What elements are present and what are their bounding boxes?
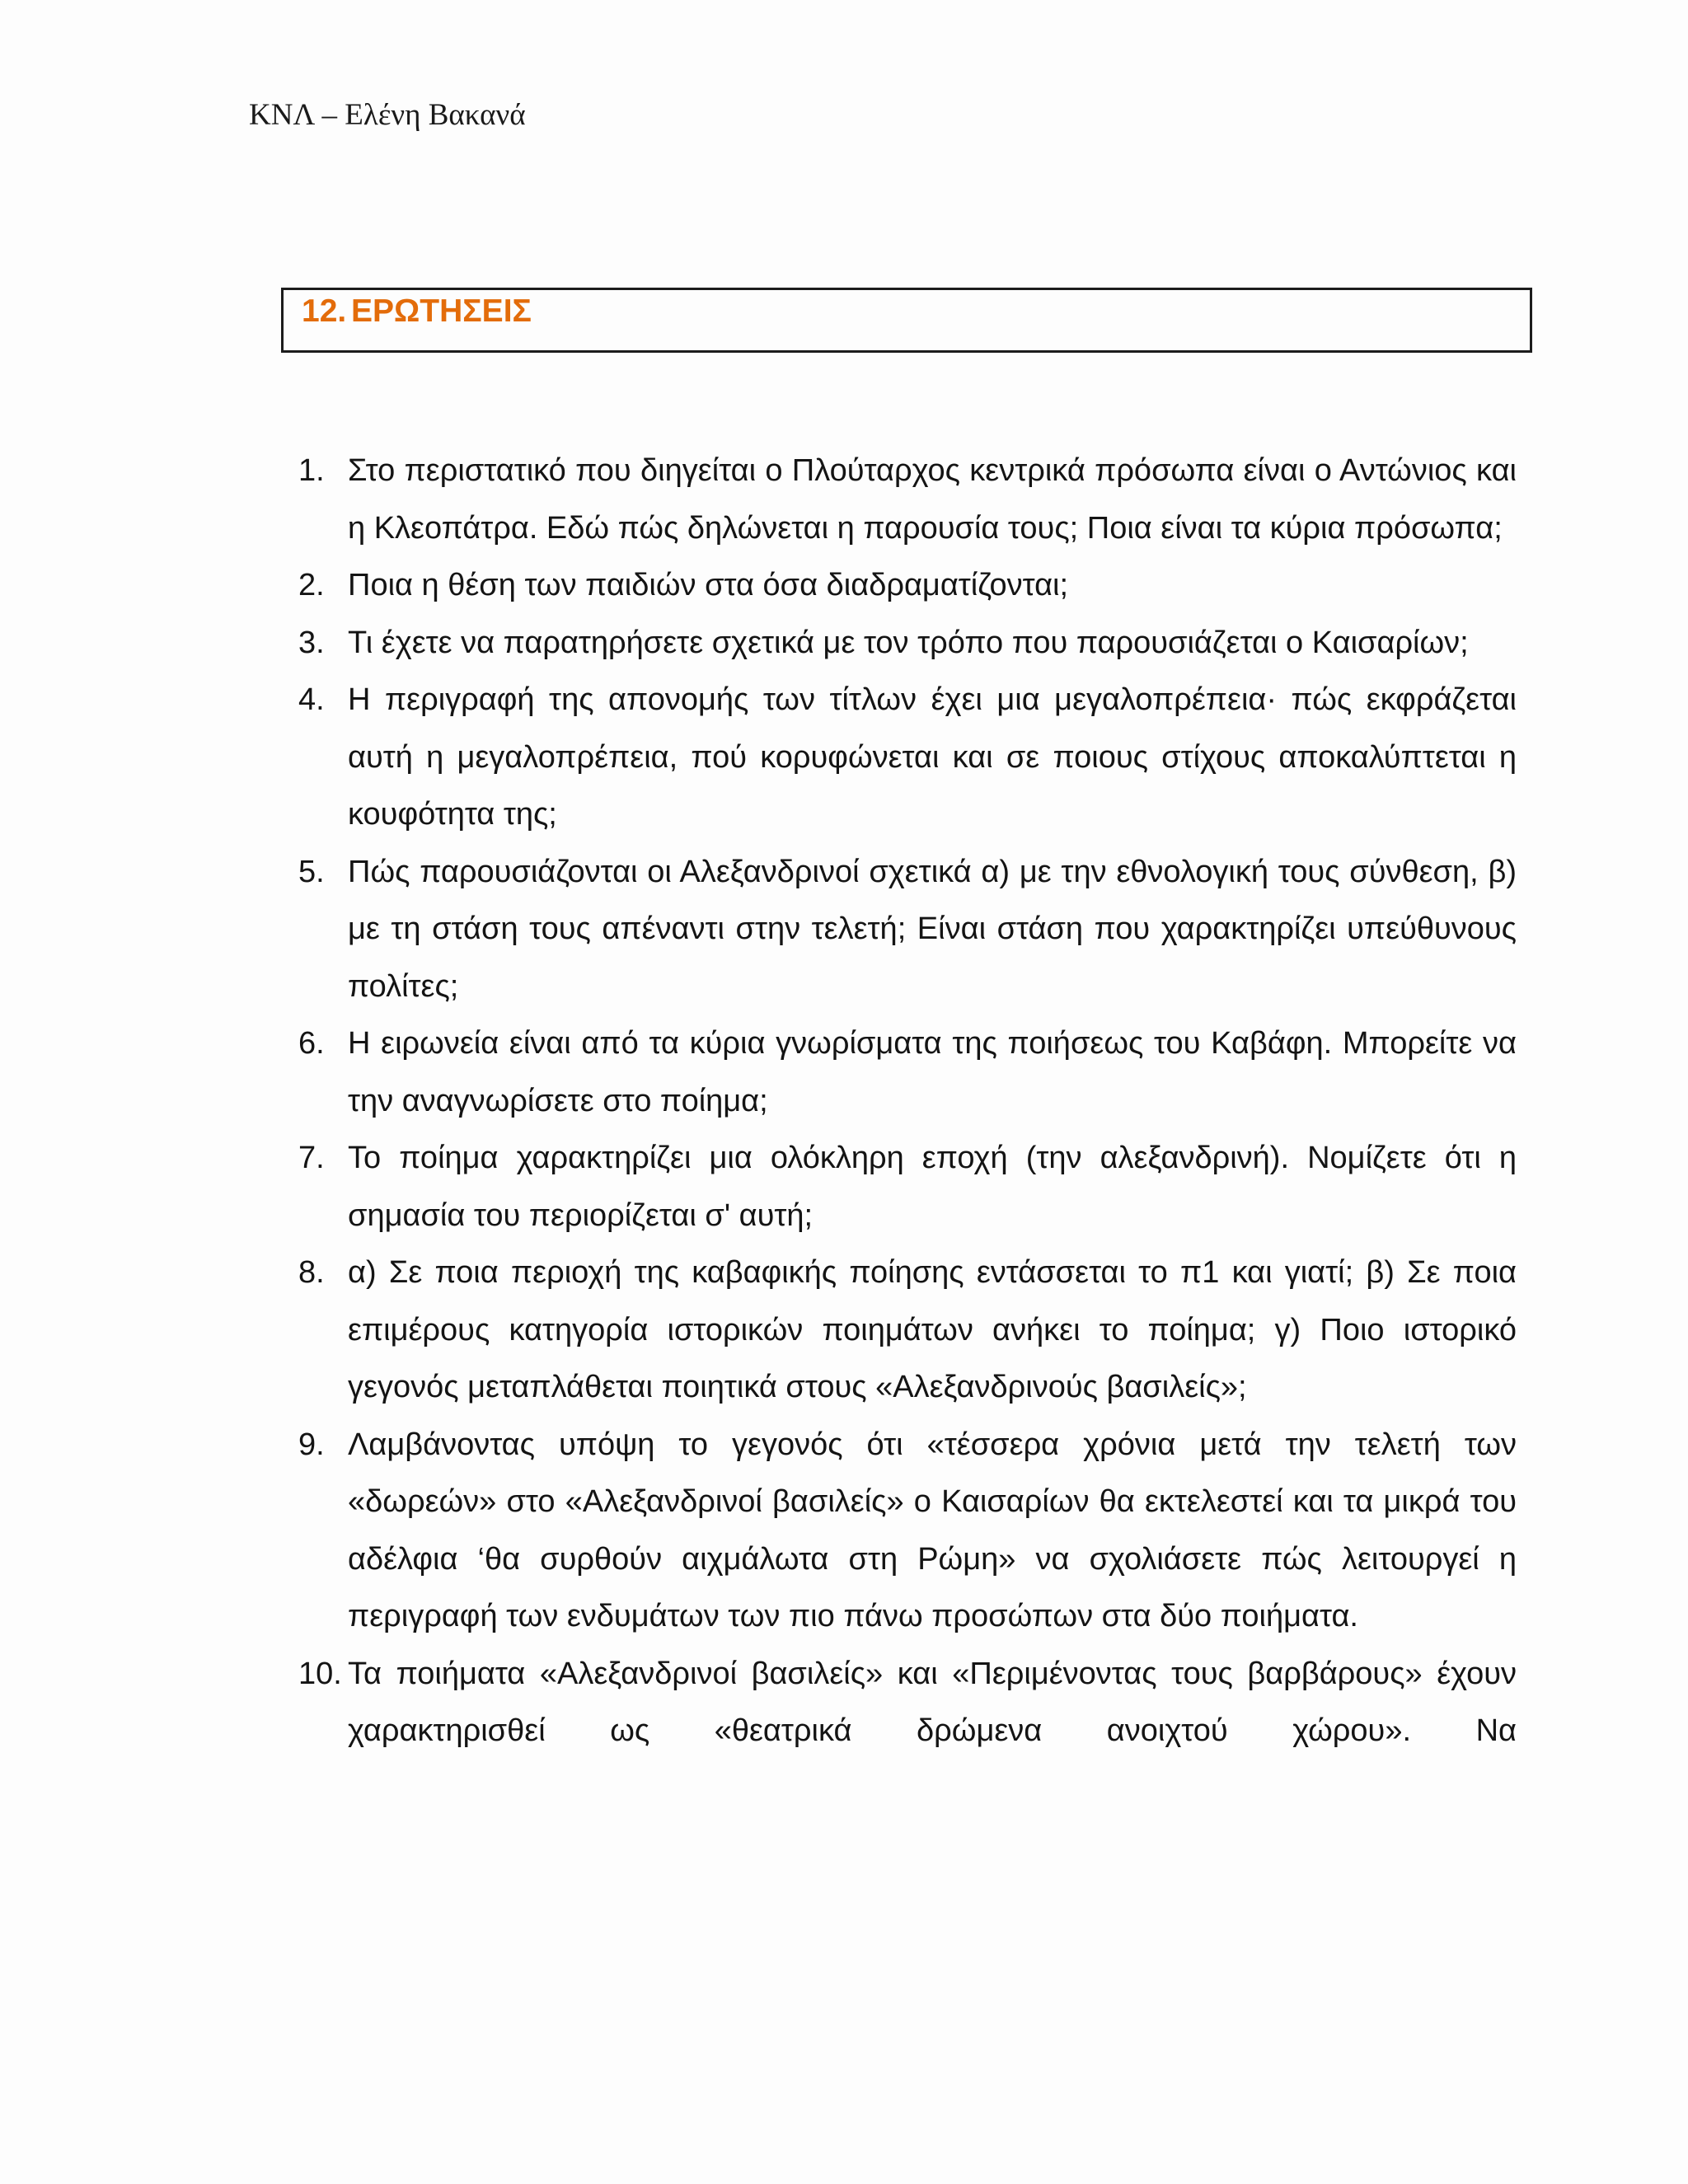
section-title-text: ΕΡΩΤΗΣΕΙΣ bbox=[351, 293, 532, 329]
question-item bbox=[298, 1130, 1517, 1244]
question-item bbox=[298, 1244, 1517, 1417]
question-text: Πώς παρουσιάζονται οι Αλεξανδρινοί σχετικά α) με την εθνολογική τους σύνθεση, β) με τη στάση τους απέναντι στην τελετή; Είναι στάση που χαρακτηρίζει υπεύθυνους πολίτες; bbox=[348, 854, 1517, 1004]
question-text: α) Σε ποια περιοχή της καβαφικής ποίησης εντάσσεται το π1 και γιατί; β) Σε ποια επιμέρους κατηγορία ιστορικών ποιημάτων ανήκει το ποίημα; γ) Ποιο ιστορικό γεγονός μεταπλάθεται ποιητικά στους «Αλεξανδρινούς βασιλείς»; bbox=[348, 1255, 1517, 1404]
question-number: 9. bbox=[298, 1427, 325, 1462]
question-item bbox=[298, 1417, 1517, 1646]
question-text: Η ειρωνεία είναι από τα κύρια γνωρίσματα της ποιήσεως του Καβάφη. Μπορείτε να την αναγνωρίσετε στο ποίημα; bbox=[348, 1026, 1517, 1118]
question-number: 7. bbox=[298, 1141, 325, 1175]
question-number: 1. bbox=[298, 453, 325, 488]
question-item bbox=[298, 557, 1517, 615]
question-number: 4. bbox=[298, 682, 325, 717]
section-number: 12. bbox=[302, 293, 347, 329]
question-text: Στο περιστατικό που διηγείται ο Πλούταρχος κεντρικά πρόσωπα είναι ο Αντώνιος και η Κλεοπάτρα. Εδώ πώς δηλώνεται η παρουσία τους; Ποια είναι τα κύρια πρόσωπα; bbox=[348, 453, 1517, 546]
question-number: 5. bbox=[298, 854, 325, 889]
question-text: Τι έχετε να παρατηρήσετε σχετικά με τον τρόπο που παρουσιάζεται ο Καισαρίων; bbox=[348, 625, 1469, 660]
question-number: 6. bbox=[298, 1026, 325, 1061]
question-item bbox=[298, 1015, 1517, 1130]
question-text: Τα ποιήματα «Αλεξανδρινοί βασιλείς» και «Περιμένοντας τους βαρβάρους» έχουν χαρακτηρισθεί ως «θεατρικά δρώμενα ανοιχτού χώρου». Να bbox=[348, 1656, 1517, 1748]
question-text: Το ποίημα χαρακτηρίζει μια ολόκληρη εποχή (την αλεξανδρινή). Νομίζετε ότι η σημασία του περιορίζεται σ' αυτή; bbox=[348, 1141, 1517, 1233]
question-item bbox=[298, 672, 1517, 844]
section-title bbox=[302, 293, 532, 330]
questions-list bbox=[298, 443, 1517, 1760]
question-number: 3. bbox=[298, 625, 325, 660]
question-text: Λαμβάνοντας υπόψη το γεγονός ότι «τέσσερα χρόνια μετά την τελετή των «δωρεών» στο «Αλεξανδρινοί βασιλείς» ο Καισαρίων θα εκτελεστεί και τα μικρά του αδέλφια ‘θα συρθούν αιχμάλωτα στη Ρώμη» να σχολιάσετε πώς λειτουργεί η περιγραφή των ενδυμάτων των πιο πάνω προσώπων στα δύο ποιήματα. bbox=[348, 1427, 1517, 1633]
question-text: Η περιγραφή της απονομής των τίτλων έχει μια μεγαλοπρέπεια· πώς εκφράζεται αυτή η μεγαλοπρέπεια, πού κορυφώνεται και σε ποιους στίχους αποκαλύπτεται η κουφότητα της; bbox=[348, 682, 1517, 832]
question-text: Ποια η θέση των παιδιών στα όσα διαδραματίζονται; bbox=[348, 568, 1069, 602]
section-heading-box bbox=[281, 288, 1532, 353]
question-item bbox=[298, 443, 1517, 557]
question-number: 10. bbox=[298, 1656, 342, 1691]
running-header: ΚΝΛ – Ελένη Βακανά bbox=[249, 98, 526, 132]
question-number: 8. bbox=[298, 1255, 325, 1290]
question-item bbox=[298, 1646, 1517, 1760]
question-item bbox=[298, 844, 1517, 1016]
question-number: 2. bbox=[298, 568, 325, 602]
question-item bbox=[298, 615, 1517, 673]
